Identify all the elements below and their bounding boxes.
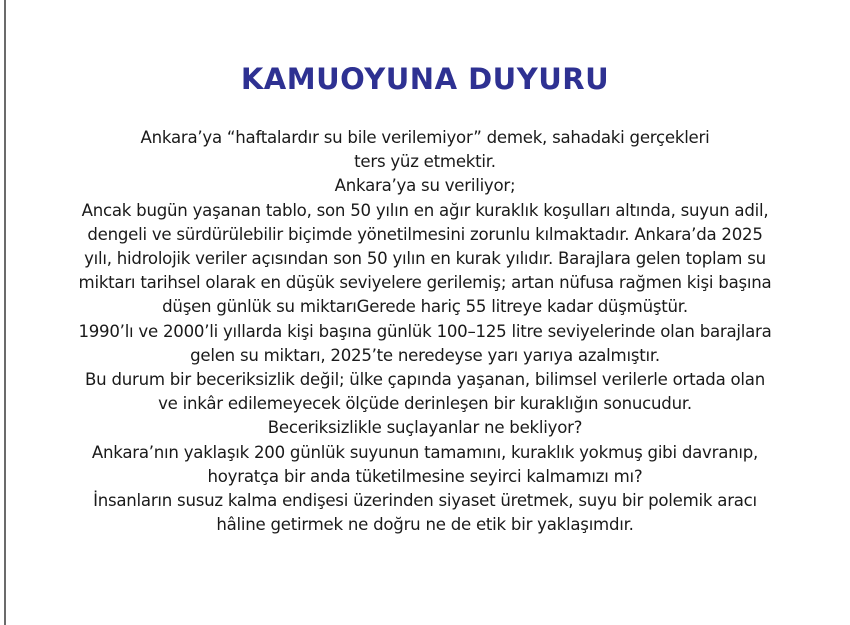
body-line: ters yüz etmektir.: [354, 152, 496, 172]
announcement-body: [20, 126, 830, 537]
body-line: 1990’lı ve 2000’li yıllarda kişi başına günlük 100–125 litre seviyelerinde olan barajlara: [78, 321, 772, 341]
body-line: Bu durum bir beceriksizlik değil; ülke çapında yaşanan, bilimsel verilerle ortada olan: [85, 370, 765, 390]
body-line: hâline getirmek ne doğru ne de etik bir yaklaşımdır.: [216, 515, 634, 535]
page-title: KAMUOYUNA DUYURU: [240, 62, 610, 96]
body-line: İnsanların susuz kalma endişesi üzerinden siyaset üretmek, suyu bir polemik aracı: [93, 491, 757, 511]
body-line: miktarı tarihsel olarak en düşük seviyelere gerilemiş; artan nüfusa rağmen kişi başına: [78, 273, 772, 293]
body-line: hoyratça bir anda tüketilmesine seyirci kalmamızı mı?: [207, 466, 643, 486]
body-line: Ankara’ya “haftalardır su bile verilemiyor” demek, sahadaki gerçekleri: [140, 128, 710, 147]
body-line: yılı, hidrolojik veriler açısından son 50 yılın en kurak yılıdır. Barajlara gelen toplam su: [84, 249, 766, 269]
body-line: dengeli ve sürdürülebilir biçimde yönetilmesini zorunlu kılmaktadır. Ankara’da 2025: [87, 224, 763, 244]
body-line: Ankara’nın yaklaşık 200 günlük suyunun tamamını, kuraklık yokmuş gibi davranıp,: [91, 442, 759, 462]
body-line: ve inkâr edilemeyecek ölçüde derinleşen bir kuraklığın sonucudur.: [158, 394, 692, 414]
body-line: düşen günlük su miktarıGerede hariç 55 litreye kadar düşmüştür.: [162, 297, 688, 317]
body-line: gelen su miktarı, 2025’te neredeyse yarı yarıya azalmıştır.: [190, 345, 660, 365]
body-line: Ankara’ya su veriliyor;: [334, 176, 516, 196]
body-line: Beceriksizlikle suçlayanlar ne bekliyor?: [267, 418, 583, 438]
body-line: Ancak bugün yaşanan tablo, son 50 yılın en ağır kuraklık koşulları altında, suyun adil,: [81, 200, 769, 220]
